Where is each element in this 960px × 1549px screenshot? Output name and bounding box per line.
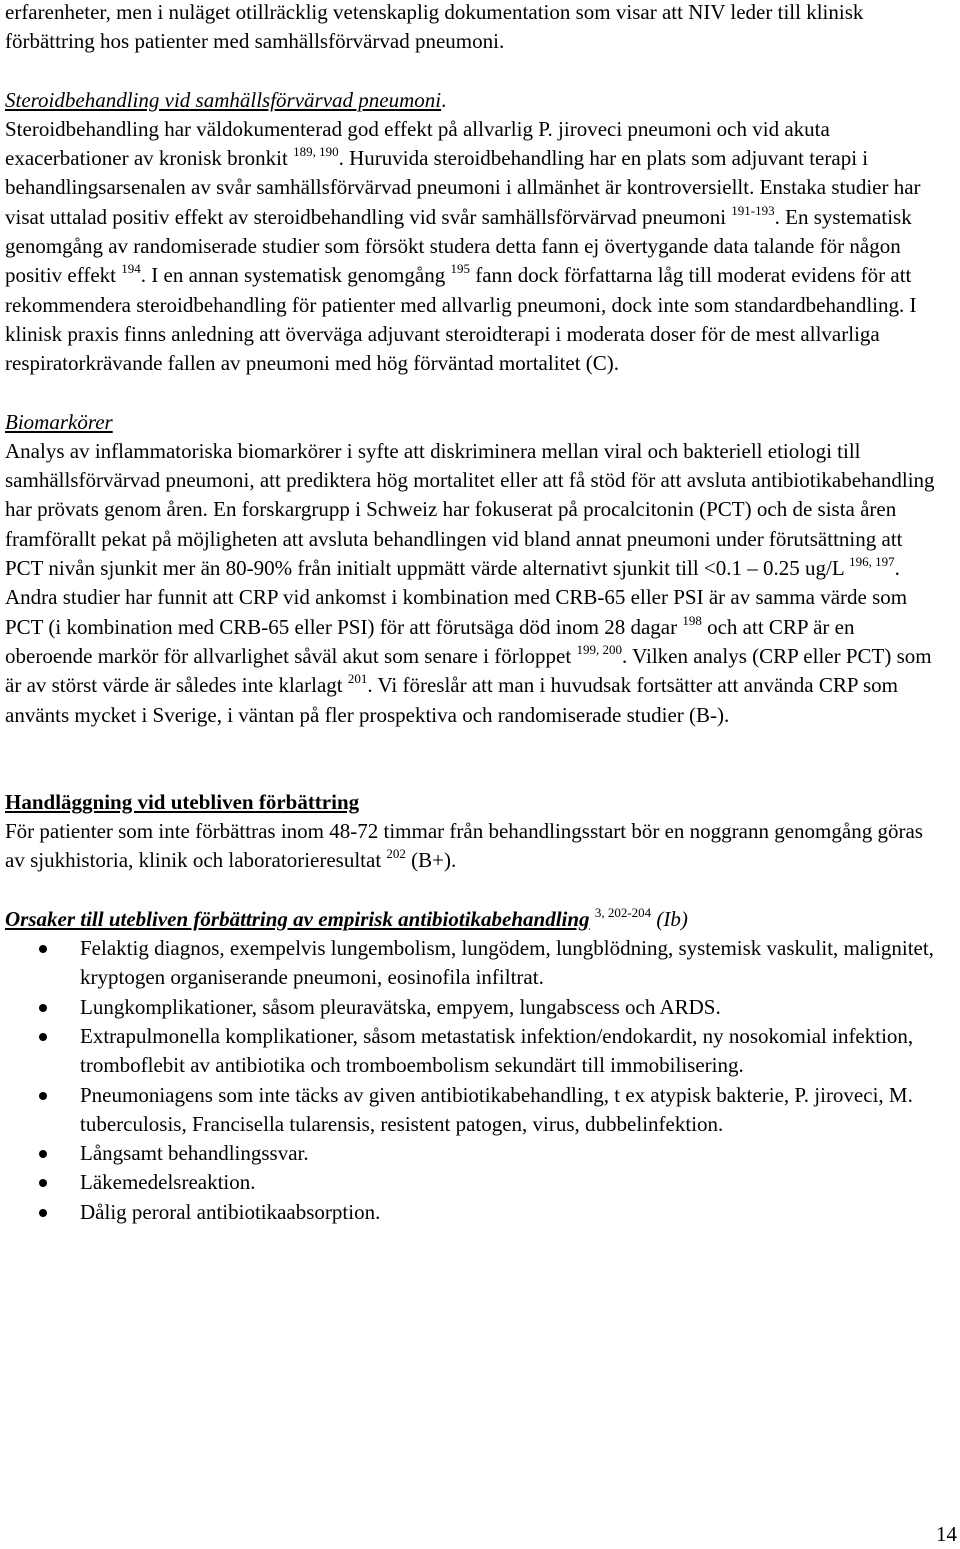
steroid-heading-dot: . <box>441 87 447 112</box>
bullet-icon <box>39 1033 47 1041</box>
list-item <box>5 1168 945 1197</box>
list-item-text: Långsamt behandlingssvar. <box>80 1141 309 1166</box>
document-page <box>5 0 945 1227</box>
steroid-text-3: . En systematisk genomgång av randomiserade studier som försökt studera detta fann ej övertygande data talande för någon positiv effekt <box>5 204 912 288</box>
evidence-grade: (Ib) <box>656 906 688 931</box>
management-paragraph <box>5 788 945 876</box>
biomarkers-paragraph <box>5 408 945 730</box>
steroid-text-5: fann dock författarna låg till moderat evidens för att rekommendera steroidbehandling för patienter med allvarlig pneumoni, dock inte som standardbehandling. I klinisk praxis finns anledning att överväga adjuvant steroidterapi i moderata doser för de mest allvarliga respiratorkrävande fallen av pneumoni med hög förväntad mortalitet (C). <box>5 263 917 376</box>
biomarkers-text-5: . Vi föreslår att man i huvudsak fortsätter att använda CRP som använts mycket i Sverige, i väntan på fler prospektiva och randomiserade studier (B-). <box>5 673 899 727</box>
management-heading: Handläggning vid utebliven förbättring <box>5 789 360 814</box>
management-text-2: (B+). <box>405 848 457 873</box>
list-item-text: Dålig peroral antibiotikaabsorption. <box>80 1199 381 1224</box>
causes-heading: Orsaker till utebliven förbättring av empirisk antibiotikabehandling <box>5 906 590 931</box>
citation-ref: 202 <box>386 846 406 862</box>
list-item <box>5 1022 945 1081</box>
intro-text: erfarenheter, men i nuläget otillräcklig vetenskaplig dokumentation som visar att NIV leder till klinisk förbättring hos patienter med samhällsförvärvad pneumoni. <box>5 0 864 54</box>
citation-ref: 199, 200 <box>576 641 622 657</box>
citation-ref: 196, 197 <box>849 554 895 570</box>
list-item <box>5 993 945 1022</box>
list-item-text: Läkemedelsreaktion. <box>80 1170 256 1195</box>
list-item <box>5 1139 945 1168</box>
bullet-icon <box>39 1209 47 1217</box>
biomarkers-heading: Biomarkörer <box>5 409 113 434</box>
citation-ref: 194 <box>121 261 141 277</box>
citation-ref: 201 <box>347 671 368 687</box>
list-item <box>5 1198 945 1227</box>
list-item-text: Pneumoniagens som inte täcks av given antibiotikabehandling, t ex atypisk bakterie, P. jiroveci, M. tuberculosis, Francisella tularensis, resistent patogen, virus, dubbelinfektion. <box>80 1082 913 1136</box>
management-section <box>5 788 945 876</box>
bullet-icon <box>39 1179 47 1187</box>
bullet-icon <box>39 945 47 953</box>
page-number: 14 <box>936 1522 957 1546</box>
biomarkers-text-3: och att CRP är en oberoende markör för allvarlighet såväl akut som senare i förloppet <box>5 614 855 668</box>
intro-paragraph <box>5 0 945 57</box>
biomarkers-text-1: Analys av inflammatoriska biomarkörer i syfte att diskriminera mellan viral och bakteriell etiologi till samhällsförvärvad pneumoni, att prediktera hög mortalitet eller att få stöd för att avsluta antibiotikabehandling har prövats genom åren. En forskargrupp i Schweiz har fokuserat på procalcitonin (PCT) och de sista åren framförallt pekat på möjligheten att avsluta behandlingen vid bland annat pneumoni under förutsättning att PCT nivån sjunkit mer än 80-90% från initialt uppmätt värde alternativt sjunkit till <0.1 – 0.25 ug/L <box>5 438 935 581</box>
list-item-text: Felaktig diagnos, exempelvis lungembolism, lungödem, lungblödning, systemisk vaskulit, malignitet, kryptogen organiserande pneumoni, eosinofila infiltrat. <box>80 936 934 990</box>
management-text-1: För patienter som inte förbättras inom 48-72 timmar från behandlingsstart bör en noggrann genomgång göras av sjukhistoria, klinik och laboratorieresultat <box>5 819 923 873</box>
bullet-icon <box>39 1150 47 1158</box>
steroid-text-2: . Huruvida steroidbehandling har en plats som adjuvant terapi i behandlingsarsenalen av svår samhällsförvärvad pneumoni i allmänhet är kontroversiellt. Enstaka studier har visat uttalad positiv effekt av steroidbehandling vid svår samhällsförvärvad pneumoni <box>5 146 921 229</box>
biomarkers-section <box>5 408 945 730</box>
steroid-paragraph <box>5 86 945 379</box>
steroid-section <box>5 86 945 379</box>
causes-heading-line <box>5 905 945 934</box>
citation-ref: 191-193 <box>731 202 775 218</box>
list-item-text: Lungkomplikationer, såsom pleuravätska, empyem, lungabscess och ARDS. <box>80 994 721 1019</box>
list-item <box>5 1081 945 1140</box>
bullet-icon <box>39 1004 47 1012</box>
list-item <box>5 934 945 993</box>
citation-ref: 195 <box>450 261 470 277</box>
bullet-icon <box>39 1092 47 1100</box>
causes-section <box>5 905 945 1227</box>
biomarkers-text-2: . Andra studier har funnit att CRP vid ankomst i kombination med CRB-65 eller PSI är av samma värde som PCT (i kombination med CRB-65 eller PSI) för att förutsäga död inom 28 dagar <box>5 556 908 639</box>
causes-list <box>5 934 945 1227</box>
citation-ref: 3, 202-204 <box>594 904 652 920</box>
citation-ref: 198 <box>682 612 702 628</box>
biomarkers-text-4: . Vilken analys (CRP eller PCT) som är av störst värde är således inte klarlagt <box>5 643 932 698</box>
citation-ref: 189, 190 <box>293 144 339 160</box>
list-item-text: Extrapulmonella komplikationer, såsom metastatisk infektion/endokardit, ny nosokomial infektion, tromboflebit av antibiotika och tromboembolism sekundärt till immobilisering. <box>80 1023 914 1078</box>
steroid-heading: Steroidbehandling vid samhällsförvärvad pneumoni <box>5 87 442 112</box>
steroid-text-4: . I en annan systematisk genomgång <box>140 263 451 288</box>
steroid-text-1: Steroidbehandling har väldokumenterad god effekt på allvarlig P. jiroveci pneumoni och vid akuta exacerbationer av kronisk bronkit <box>5 116 830 171</box>
